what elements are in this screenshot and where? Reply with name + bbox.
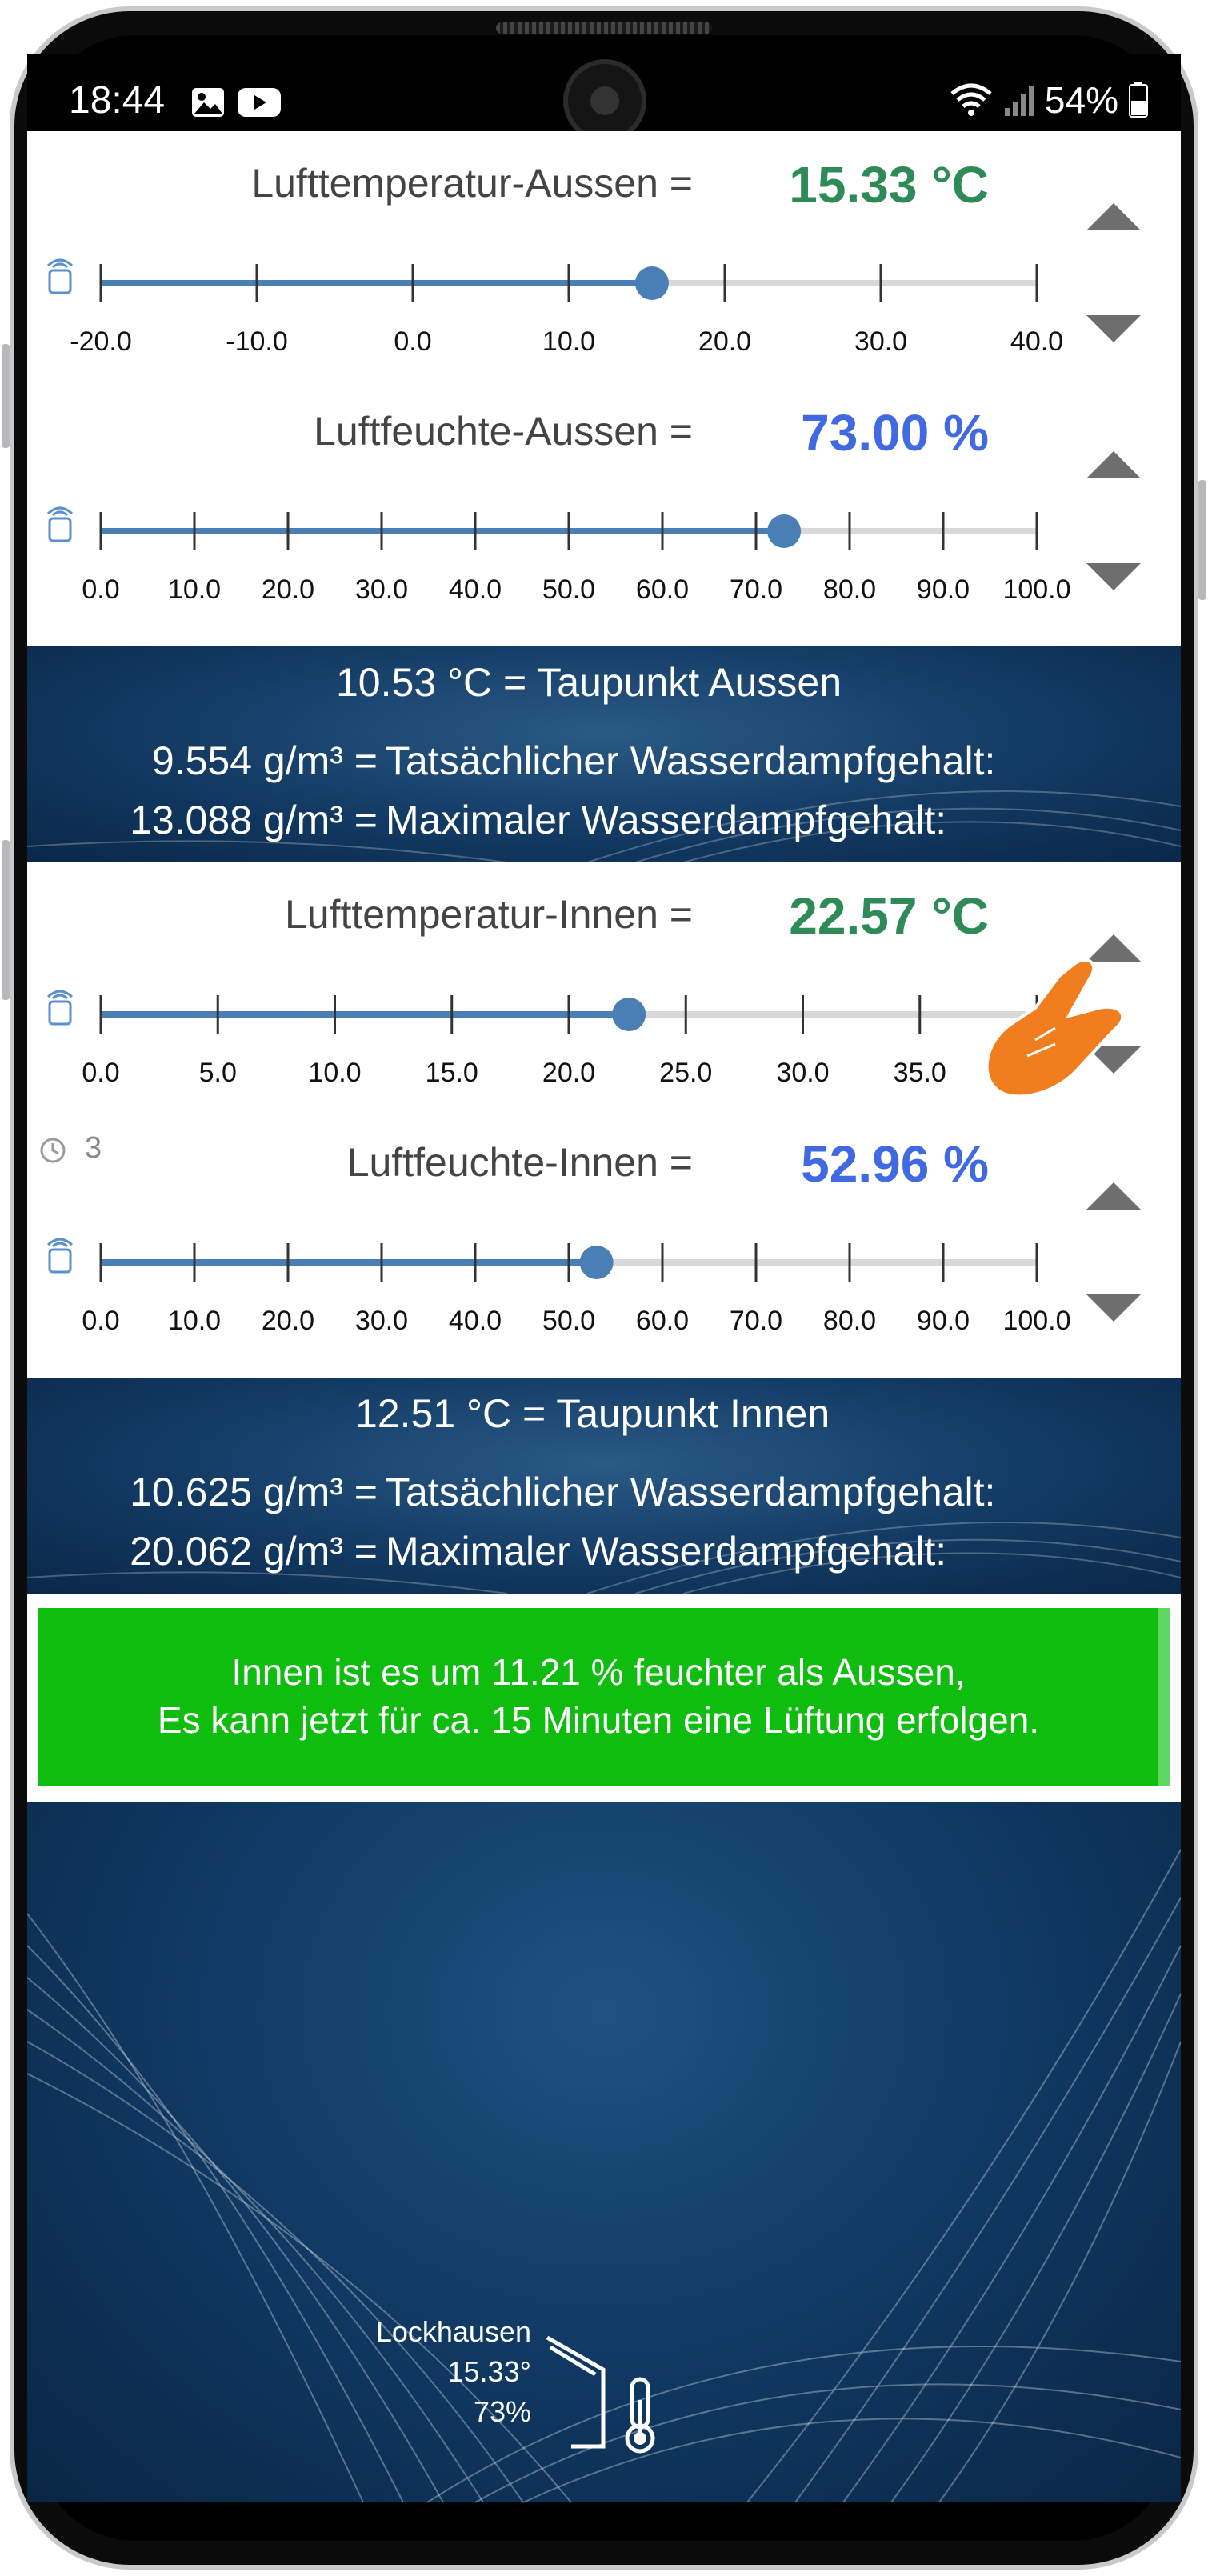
history-count: 3 <box>85 1131 102 1165</box>
inside-humidity-down-button[interactable] <box>1086 1294 1141 1322</box>
slider-tick-label: 5.0 <box>198 1058 237 1088</box>
slider-tick-label: 20.0 <box>698 326 752 357</box>
slider-tick-label: 10.0 <box>167 1306 222 1336</box>
inside-humidity-slider[interactable] <box>45 1222 1077 1336</box>
slider-tick-label: 90.0 <box>916 1306 970 1336</box>
front-camera <box>563 59 646 142</box>
widget-temperature: 15.33° <box>447 2355 531 2388</box>
inside-temp-label: Lufttemperatur-Innen = <box>284 892 693 937</box>
slider-tick-label: 35.0 <box>893 1058 946 1088</box>
battery-percent: 54% <box>1044 79 1118 121</box>
slider-tick-label: 90.0 <box>916 574 970 605</box>
inside-actual-value: 10.625 g/m³ = <box>130 1470 378 1514</box>
tap-hand-icon <box>979 952 1131 1128</box>
outside-card <box>27 131 1181 646</box>
slider-thumb[interactable] <box>612 998 646 1031</box>
slider-tick-label: 80.0 <box>822 574 877 605</box>
sensor-icon <box>48 1239 72 1272</box>
inside-dewpoint-text: 12.51 °C = Taupunkt Innen <box>355 1391 830 1436</box>
outside-humidity-down-button[interactable] <box>1086 563 1141 590</box>
outside-humidity-value: 73.00 % <box>801 404 989 462</box>
inside-temp-slider[interactable] <box>45 974 1077 1088</box>
outside-temp-value: 15.33 °C <box>789 156 989 214</box>
slider-tick-label: 30.0 <box>854 326 908 357</box>
slider-tick-label: 25.0 <box>659 1058 713 1088</box>
slider-thumb[interactable] <box>767 514 801 548</box>
slider-tick-label: 30.0 <box>354 1306 409 1336</box>
sensor-icon <box>48 991 72 1024</box>
slider-tick-label: 50.0 <box>542 574 596 605</box>
slider-tick-label: 20.0 <box>261 1306 315 1336</box>
slider-tick-label: 0.0 <box>82 574 120 605</box>
outside-humidity-label: Luftfeuchte-Aussen = <box>314 409 693 454</box>
thermometer-icon <box>616 2376 664 2456</box>
slider-tick-label: 0.0 <box>82 1058 120 1088</box>
slider-tick-label: 20.0 <box>261 574 315 605</box>
inside-dewpoint-panel <box>27 1378 1181 1594</box>
weather-widget[interactable] <box>331 2315 531 2429</box>
slider-tick-label: 30.0 <box>354 574 409 605</box>
slider-tick-label: 0.0 <box>82 1306 120 1336</box>
slider-tick-label: -10.0 <box>226 326 288 357</box>
slider-tick-label: 70.0 <box>729 574 783 605</box>
youtube-icon <box>237 86 282 118</box>
inside-max-value: 20.062 g/m³ = <box>130 1529 378 1574</box>
screen <box>27 54 1181 2502</box>
slider-tick-label: 10.0 <box>542 326 596 357</box>
speaker-grille <box>496 22 712 34</box>
app-content <box>27 131 1181 2502</box>
outside-max-label: Maximaler Wasserdampfgehalt: <box>386 798 947 842</box>
slider-tick-label: 60.0 <box>635 1306 690 1336</box>
side-button <box>2 840 10 1000</box>
status-bar <box>27 54 1181 131</box>
slider-tick-label: 15.0 <box>425 1058 478 1088</box>
volume-button <box>2 344 10 448</box>
slider-tick-label: 10.0 <box>167 574 222 605</box>
wifi-icon <box>949 82 994 118</box>
slider-tick-label: 30.0 <box>776 1058 830 1088</box>
inside-card <box>27 862 1181 1378</box>
slider-tick-label: 100.0 <box>1002 574 1071 605</box>
outside-actual-value: 9.554 g/m³ = <box>151 738 378 783</box>
power-button <box>1198 480 1206 600</box>
history-icon[interactable] <box>37 1134 69 1166</box>
inside-humidity-value: 52.96 % <box>801 1135 989 1193</box>
inside-temp-value: 22.57 °C <box>789 887 989 945</box>
slider-tick-label: 40.0 <box>1010 326 1064 357</box>
inside-humidity-up-button[interactable] <box>1086 1182 1141 1210</box>
outside-dewpoint-text: 10.53 °C = Taupunkt Aussen <box>336 660 842 705</box>
battery-icon <box>1128 82 1149 118</box>
outside-temp-up-button[interactable] <box>1086 203 1141 230</box>
widget-humidity: 73% <box>473 2395 531 2428</box>
ventilation-recommendation <box>38 1608 1170 1786</box>
slider-tick-label: 10.0 <box>308 1058 362 1088</box>
slider-tick-label: 70.0 <box>729 1306 783 1336</box>
outside-humidity-up-button[interactable] <box>1086 451 1141 478</box>
sensor-icon <box>48 508 72 541</box>
widget-location: Lockhausen <box>375 2315 531 2348</box>
status-right <box>949 78 1149 122</box>
slider-thumb[interactable] <box>580 1246 614 1279</box>
outside-temp-slider[interactable] <box>45 243 1077 357</box>
slider-tick-label: 50.0 <box>542 1306 596 1336</box>
inside-max-label: Maximaler Wasserdampfgehalt: <box>386 1529 947 1574</box>
slider-thumb[interactable] <box>635 266 669 300</box>
outside-actual-label: Tatsächlicher Wasserdampfgehalt: <box>386 738 996 783</box>
outside-max-value: 13.088 g/m³ = <box>130 798 378 842</box>
slider-tick-label: -20.0 <box>70 326 132 357</box>
recommendation-line-1: Innen ist es um 11.21 % feuchter als Aussen, <box>231 1651 966 1693</box>
inside-humidity-label: Luftfeuchte-Innen = <box>346 1140 693 1185</box>
slider-tick-label: 80.0 <box>822 1306 877 1336</box>
slider-tick-label: 20.0 <box>542 1058 596 1088</box>
outside-temp-label: Lufttemperatur-Aussen = <box>251 161 693 206</box>
image-icon <box>190 86 226 118</box>
slider-tick-label: 40.0 <box>448 1306 502 1336</box>
slider-tick-label: 60.0 <box>635 574 690 605</box>
recommendation-line-2: Es kann jetzt für ca. 15 Minuten eine Lüftung erfolgen. <box>157 1699 1040 1741</box>
slider-tick-label: 0.0 <box>394 326 432 357</box>
inside-actual-label: Tatsächlicher Wasserdampfgehalt: <box>386 1470 996 1514</box>
slider-tick-label: 100.0 <box>1002 1306 1071 1336</box>
status-time: 18:44 <box>69 79 166 122</box>
slider-tick-label: 40.0 <box>448 574 502 605</box>
outside-humidity-slider[interactable] <box>45 491 1077 605</box>
signal-icon <box>1003 82 1035 118</box>
outside-dewpoint-panel <box>27 646 1181 862</box>
outside-temp-down-button[interactable] <box>1086 315 1141 342</box>
sensor-icon <box>48 260 72 293</box>
